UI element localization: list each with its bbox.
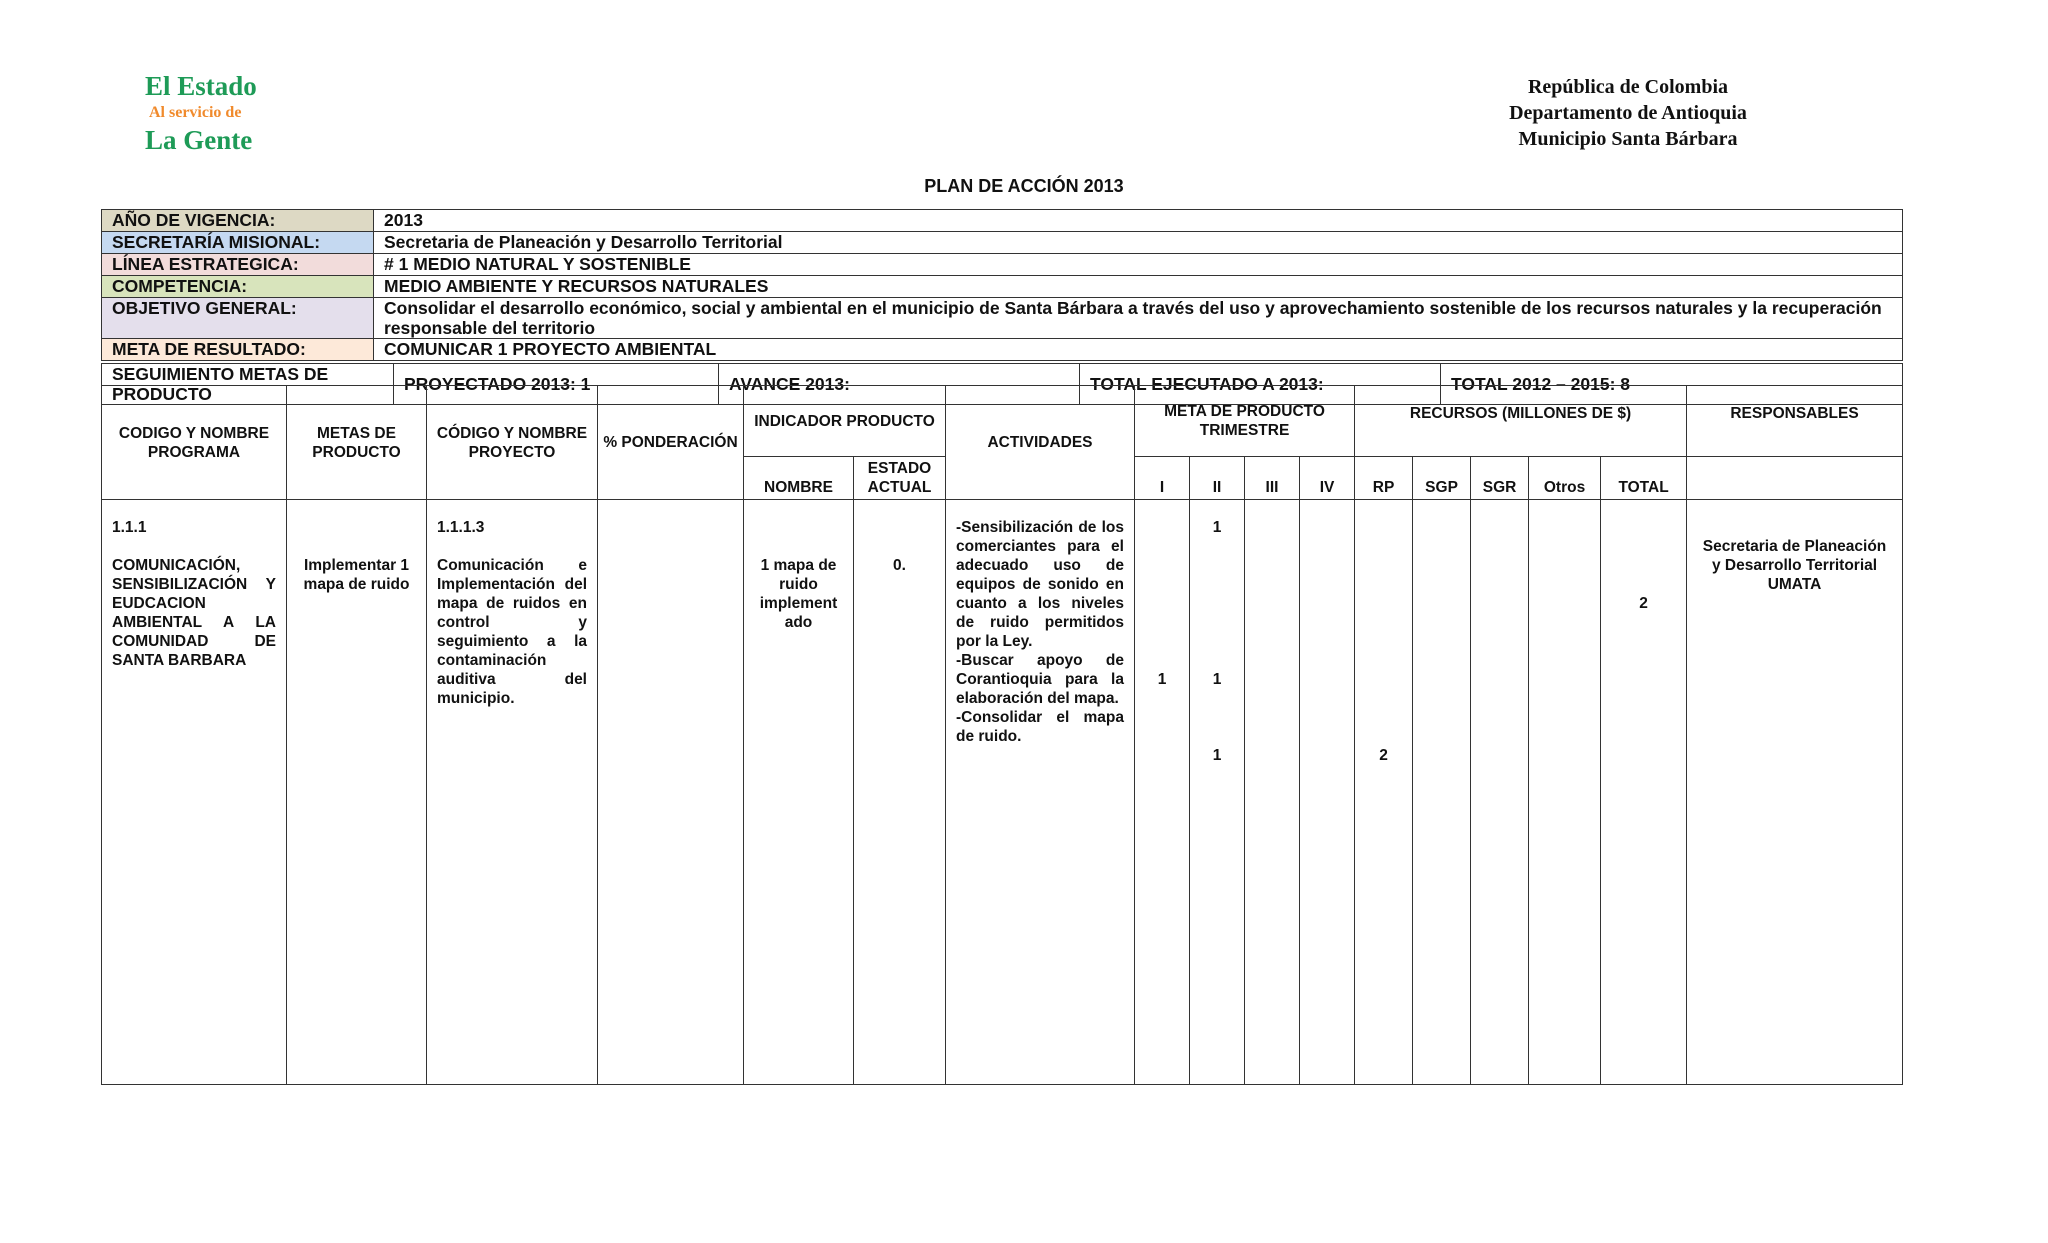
total-ejecutado: TOTAL EJECUTADO A 2013: — [1080, 364, 1441, 405]
value-objetivo: Consolidar el desarrollo económico, social y ambiental en el municipio de Santa Bárbara a través del uso y aprovechamiento sostenible de los recursos naturales y la recuperación responsable del territorio — [374, 298, 1903, 339]
cell-total: 2 — [1601, 500, 1687, 1085]
q2-activity-1: 1 — [1212, 519, 1222, 536]
col-rp: RP — [1355, 457, 1413, 500]
header-row — [102, 339, 1903, 361]
proyecto-nombre: Comunicación e Implementación del mapa de ruidos en control y seguimiento a la contaminación auditiva del municipio. — [437, 557, 587, 707]
col-q1: I — [1135, 457, 1190, 500]
country-name: República de Colombia — [1527, 76, 1729, 98]
cell-q1: 1 — [1135, 500, 1190, 1085]
cell-otros — [1529, 500, 1601, 1085]
cell-actividades — [946, 500, 1135, 1085]
q2-activity-3: 1 — [1212, 747, 1222, 764]
logo-line-2: Al servicio de — [149, 104, 242, 121]
col-actividades: ACTIVIDADES — [946, 386, 1135, 500]
value-meta-resultado: COMUNICAR 1 PROYECTO AMBIENTAL — [374, 339, 1903, 361]
actividad-1: -Sensibilización de los comerciantes para el adecuado uso de equipos de sonido en cuanto a los niveles de ruido permitidos por la Ley. — [956, 519, 1124, 650]
col-estado-actual: ESTADO ACTUAL — [854, 457, 946, 500]
logo — [145, 70, 275, 156]
col-recursos: RECURSOS (MILLONES DE $) — [1355, 386, 1687, 457]
col-q2: II — [1190, 457, 1245, 500]
col-indicador: INDICADOR PRODUCTO — [744, 386, 946, 457]
cell-programa — [102, 500, 287, 1085]
col-sgp: SGP — [1413, 457, 1471, 500]
col-otros: Otros — [1529, 457, 1601, 500]
seguimiento-label: SEGUIMIENTO METAS DE PRODUCTO — [102, 364, 394, 405]
actividad-2: -Buscar apoyo de Corantioquia para la elaboración del mapa. — [956, 652, 1124, 707]
table-row — [102, 500, 1903, 1085]
institution-block — [1478, 74, 1778, 152]
municipality-name: Municipio Santa Bárbara — [1518, 128, 1738, 150]
header-table — [101, 209, 1903, 361]
cell-responsables: Secretaria de Planeación y Desarrollo Territorial UMATA — [1687, 500, 1903, 1085]
col-responsables: RESPONSABLES — [1687, 386, 1903, 457]
col-responsables-sub — [1687, 457, 1903, 500]
header-row — [102, 298, 1903, 339]
table-header-row — [102, 386, 1903, 457]
proyecto-codigo: 1.1.1.3 — [437, 519, 485, 536]
programa-codigo: 1.1.1 — [112, 519, 147, 536]
cell-q3 — [1245, 500, 1300, 1085]
logo-line-3: La Gente — [145, 125, 253, 155]
label-objetivo: OBJETIVO GENERAL: — [102, 298, 374, 339]
action-plan-table — [101, 385, 1903, 1085]
avance-2013: AVANCE 2013: — [719, 364, 1080, 405]
label-meta-resultado: META DE RESULTADO: — [102, 339, 374, 361]
actividad-3: -Consolidar el mapa de ruido. — [956, 709, 1124, 745]
value-vigencia: 2013 — [374, 210, 1903, 232]
page-title: PLAN DE ACCIÓN 2013 — [924, 176, 1124, 196]
header-row — [102, 254, 1903, 276]
col-ponderacion: % PONDERACIÓN — [598, 386, 744, 500]
programa-nombre: COMUNICACIÓN, SENSIBILIZACIÓN Y EUDCACION AMBIENTAL A LA COMUNIDAD DE SANTA BARBARA — [112, 557, 276, 669]
label-vigencia: AÑO DE VIGENCIA: — [102, 210, 374, 232]
col-q4: IV — [1300, 457, 1355, 500]
cell-rp: 2 — [1355, 500, 1413, 1085]
header-row — [102, 276, 1903, 298]
cell-proyecto — [427, 500, 598, 1085]
col-total: TOTAL — [1601, 457, 1687, 500]
col-metas-producto: METAS DE PRODUCTO — [287, 386, 427, 500]
value-secretaria: Secretaria de Planeación y Desarrollo Territorial — [374, 232, 1903, 254]
col-q3: III — [1245, 457, 1300, 500]
value-competencia: MEDIO AMBIENTE Y RECURSOS NATURALES — [374, 276, 1903, 298]
cell-q4 — [1300, 500, 1355, 1085]
col-sgr: SGR — [1471, 457, 1529, 500]
total-2012-2015: TOTAL 2012 – 2015: 8 — [1441, 364, 1903, 405]
cell-q2 — [1190, 500, 1245, 1085]
label-competencia: COMPETENCIA: — [102, 276, 374, 298]
value-linea: # 1 MEDIO NATURAL Y SOSTENIBLE — [374, 254, 1903, 276]
cell-sgp — [1413, 500, 1471, 1085]
q2-activity-2: 1 — [1212, 671, 1222, 688]
logo-line-1: El Estado — [145, 71, 257, 101]
header-row — [102, 210, 1903, 232]
label-linea: LÍNEA ESTRATEGICA: — [102, 254, 374, 276]
col-meta-trimestre: META DE PRODUCTO TRIMESTRE — [1135, 386, 1355, 457]
cell-meta: Implementar 1 mapa de ruido — [287, 500, 427, 1085]
cell-indicador-nombre: 1 mapa de ruido implement ado — [744, 500, 854, 1085]
header-row — [102, 232, 1903, 254]
cell-sgr — [1471, 500, 1529, 1085]
cell-ponderacion — [598, 500, 744, 1085]
proyectado-2013: PROYECTADO 2013: 1 — [394, 364, 719, 405]
col-codigo-proyecto: CÓDIGO Y NOMBRE PROYECTO — [427, 386, 598, 500]
department-name: Departamento de Antioquia — [1509, 102, 1747, 124]
col-nombre: NOMBRE — [744, 457, 854, 500]
cell-estado-actual: 0. — [854, 500, 946, 1085]
col-codigo-programa: CODIGO Y NOMBRE PROGRAMA — [102, 386, 287, 500]
label-secretaria: SECRETARÍA MISIONAL: — [102, 232, 374, 254]
